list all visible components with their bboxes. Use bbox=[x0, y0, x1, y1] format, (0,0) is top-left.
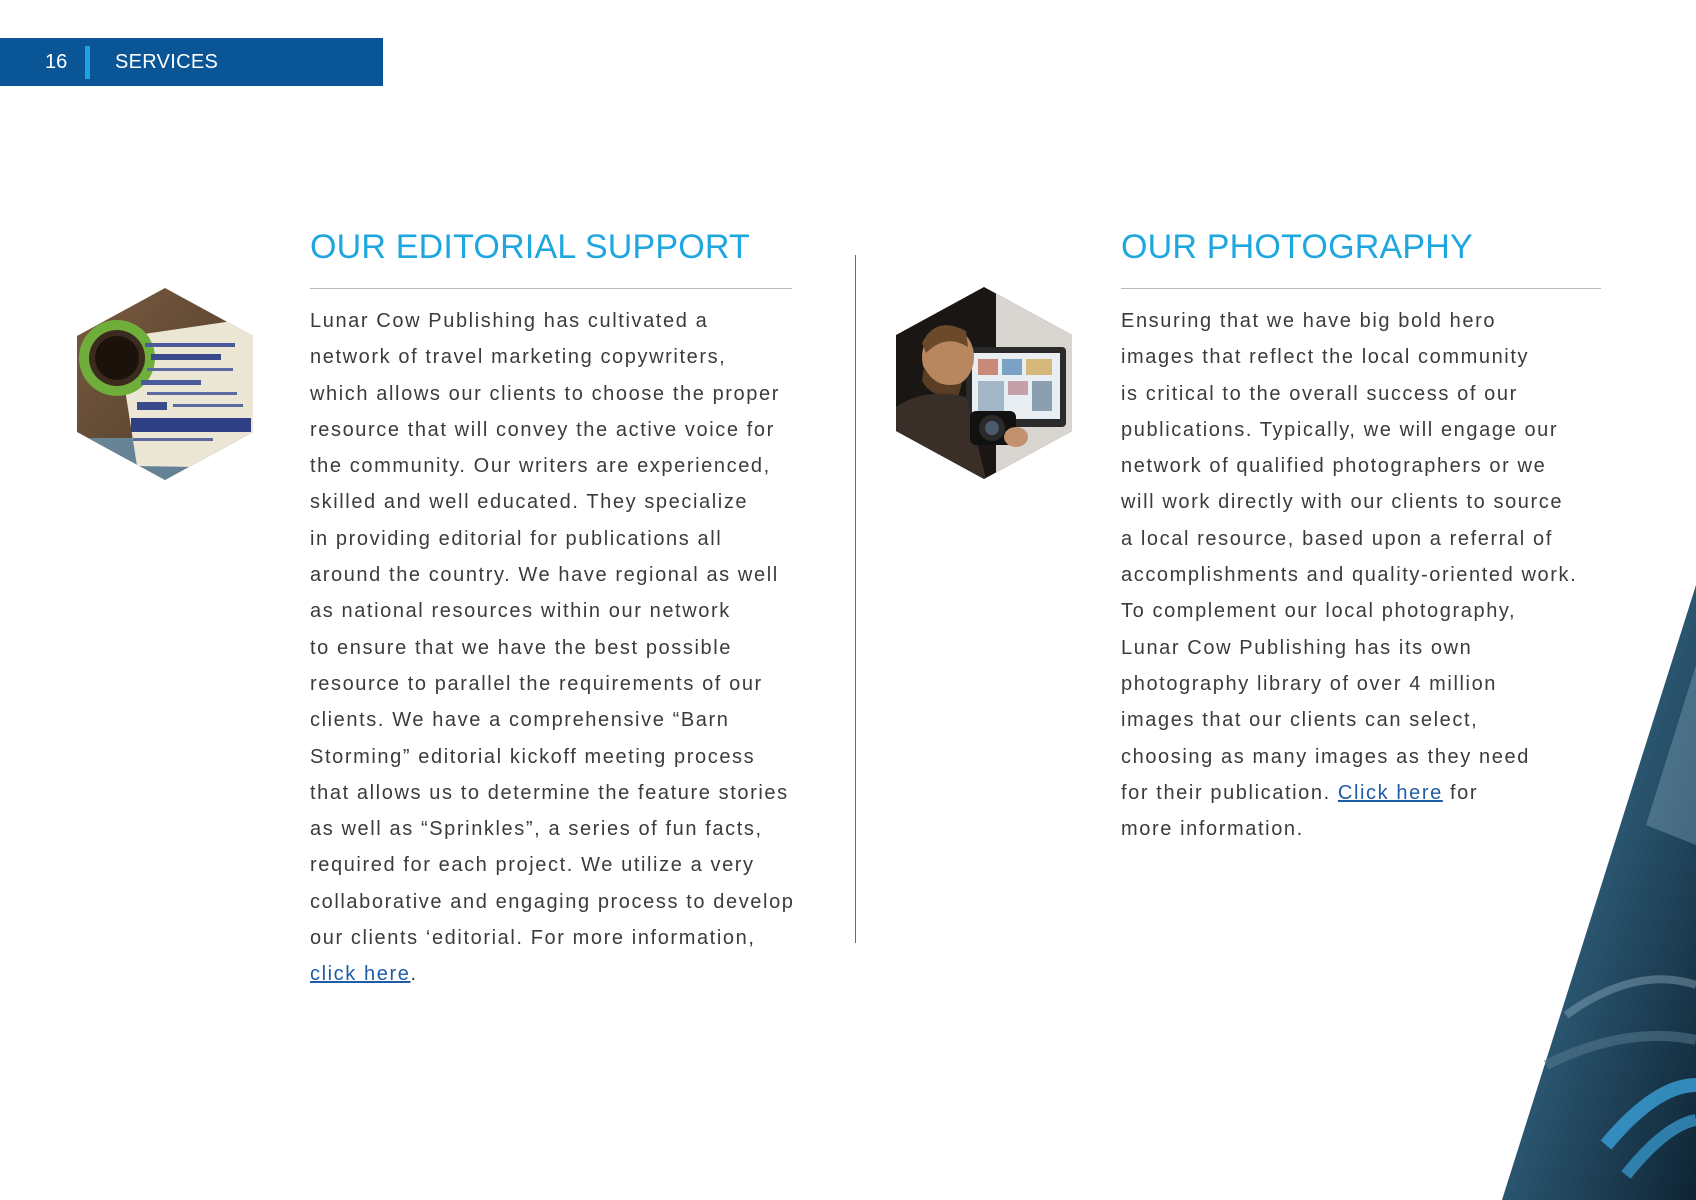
photography-line: will work directly with our clients to source bbox=[1121, 491, 1564, 514]
editorial-line: that allows us to determine the feature stories bbox=[310, 781, 789, 804]
column-divider bbox=[855, 255, 856, 943]
photography-line: accomplishments and quality-oriented work. bbox=[1121, 564, 1578, 587]
editorial-line: resource to parallel the requirements of our bbox=[310, 672, 763, 695]
editorial-line: required for each project. We utilize a very bbox=[310, 854, 755, 877]
photography-link-suffix: for bbox=[1442, 781, 1479, 804]
photography-line: Lunar Cow Publishing has its own bbox=[1121, 636, 1473, 659]
editorial-last-line bbox=[310, 956, 830, 992]
photography-click-here-link[interactable]: Click here bbox=[1337, 781, 1443, 804]
photography-line: network of qualified photographers or we bbox=[1121, 455, 1547, 478]
photography-line: images that our clients can select, bbox=[1121, 709, 1479, 732]
editorial-line: Storming” editorial kickoff meeting process bbox=[310, 745, 756, 768]
editorial-line: as well as “Sprinkles”, a series of fun facts, bbox=[310, 818, 763, 841]
editorial-line: resource that will convey the active voice for bbox=[310, 418, 775, 441]
photography-line: is critical to the overall success of our bbox=[1121, 382, 1518, 405]
editorial-line: Lunar Cow Publishing has cultivated a bbox=[310, 310, 709, 332]
editorial-line: network of travel marketing copywriters, bbox=[310, 346, 727, 369]
editorial-rule bbox=[310, 288, 792, 289]
photography-line: Ensuring that we have big bold hero bbox=[1121, 310, 1497, 332]
header-divider bbox=[85, 46, 90, 79]
photography-line: a local resource, based upon a referral of bbox=[1121, 527, 1553, 550]
editorial-section bbox=[310, 226, 830, 993]
photography-line: publications. Typically, we will engage our bbox=[1121, 418, 1559, 441]
editorial-line: skilled and well educated. They specialize bbox=[310, 491, 749, 514]
editorial-line: to ensure that we have the best possible bbox=[310, 636, 733, 659]
editorial-line: in providing editorial for publications all bbox=[310, 527, 723, 550]
photography-line: images that reflect the local community bbox=[1121, 346, 1530, 369]
editorial-line: our clients ‘editorial. For more information, bbox=[310, 927, 756, 950]
photography-last-line: more information. bbox=[1121, 818, 1304, 841]
header-bar bbox=[0, 38, 383, 86]
section-label: SERVICES bbox=[115, 50, 219, 73]
editorial-line: around the country. We have regional as well bbox=[310, 564, 779, 587]
photography-line: To complement our local photography, bbox=[1121, 600, 1517, 623]
photography-line: choosing as many images as they need bbox=[1121, 745, 1530, 768]
editorial-click-here-link[interactable]: click here bbox=[310, 963, 411, 986]
photography-line: photography library of over 4 million bbox=[1121, 672, 1498, 695]
copywriting-photo-icon bbox=[77, 288, 253, 480]
page-number: 16 bbox=[45, 50, 68, 73]
photography-heading: OUR PHOTOGRAPHY bbox=[1121, 228, 1473, 266]
photography-rule bbox=[1121, 288, 1601, 289]
editorial-line: as national resources within our network bbox=[310, 600, 731, 623]
decorative-corner-graphic bbox=[1486, 585, 1696, 1200]
editorial-body bbox=[310, 303, 830, 993]
editorial-line: clients. We have a comprehensive “Barn bbox=[310, 709, 730, 732]
photography-link-prefix: for their publication. bbox=[1121, 781, 1338, 804]
editorial-line: which allows our clients to choose the proper bbox=[310, 382, 780, 405]
editorial-line: the community. Our writers are experienced, bbox=[310, 455, 771, 478]
photographer-photo-icon bbox=[896, 287, 1072, 479]
editorial-line: collaborative and engaging process to develop bbox=[310, 890, 795, 913]
editorial-heading: OUR EDITORIAL SUPPORT bbox=[310, 228, 750, 266]
editorial-link-suffix: . bbox=[410, 963, 418, 986]
